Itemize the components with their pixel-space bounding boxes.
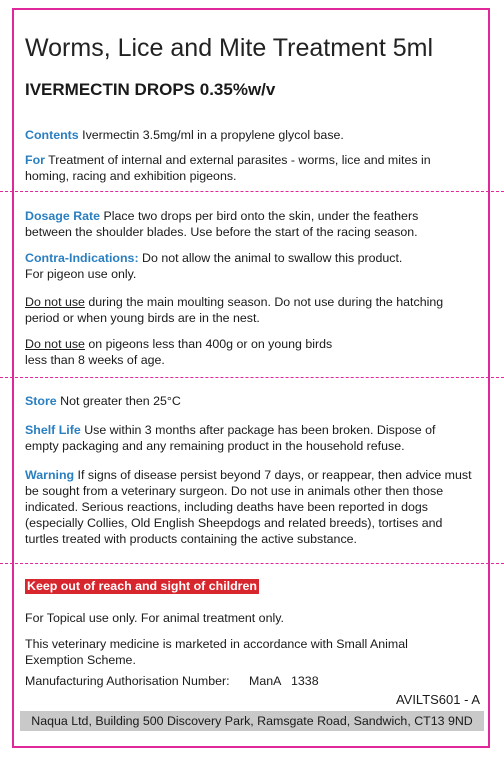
shelf-life-text: Use within 3 months after package has been broken. Dispose of empty packaging and any remaining product in the household refuse. <box>25 423 436 453</box>
dosage-text: Place two drops per bird onto the skin, under the feathers between the shoulder blades. Use before the start of the racing season. <box>25 209 419 239</box>
exemption-paragraph: This veterinary medicine is marketed in accordance with Small Animal Exemption Scheme. <box>25 637 408 667</box>
product-subtitle: IVERMECTIN DROPS 0.35%w/v <box>25 80 276 99</box>
cut-line-3 <box>0 563 504 564</box>
warning-text: If signs of disease persist beyond 7 days, or reappear, then advice must be sought from a veterinary surgeon. Do not use in animals other then those indicated. Serious reactions, including deaths have been reported in dogs (especially Collies, Old English Sheepdogs and related breeds), tortises and turtles treated with products containing the active substance. <box>25 468 472 546</box>
contents-text: Ivermectin 3.5mg/ml in a propylene glycol base. <box>78 128 344 142</box>
store-label: Store <box>25 394 57 408</box>
store-text: Not greater then 25°C <box>56 394 181 408</box>
shelf-life-paragraph <box>25 422 455 454</box>
donotuse-text-1: during the main moulting season. Do not use during the hatching period or when young birds are in the nest. <box>25 295 444 325</box>
reference-code: AVILTS601 - A <box>395 692 480 707</box>
donotuse-paragraph-1 <box>25 294 480 326</box>
cut-line-1 <box>0 191 504 192</box>
topical-use-line: For Topical use only. For animal treatment only. <box>25 611 284 625</box>
contra-text-2: For pigeon use only. <box>25 267 137 281</box>
dosage-label: Dosage Rate <box>25 209 101 223</box>
for-paragraph <box>25 152 445 184</box>
donotuse-text-2: on pigeons less than 400g or on young birds less than 8 weeks of age. <box>25 337 333 367</box>
shelf-life-label: Shelf Life <box>25 423 81 437</box>
keep-out-of-reach-banner: Keep out of reach and sight of children <box>27 579 257 593</box>
warning-paragraph <box>25 467 473 547</box>
manufacturing-number: ManA 1338 <box>249 674 319 688</box>
store-line <box>25 393 480 409</box>
product-title: Worms, Lice and Mite Treatment 5ml <box>25 34 434 62</box>
company-address-footer: Naqua Ltd, Building 500 Discovery Park, Ramsgate Road, Sandwich, CT13 9ND <box>20 711 484 731</box>
for-label: For <box>25 153 45 167</box>
manufacturing-line <box>25 673 480 689</box>
contra-label: Contra-Indications: <box>25 251 139 265</box>
contra-text: Do not allow the animal to swallow this product. <box>138 251 403 265</box>
for-text: Treatment of internal and external parasites - worms, lice and mites in homing, racing and exhibition pigeons. <box>25 153 431 183</box>
warning-label: Warning <box>25 468 75 482</box>
dosage-paragraph <box>25 208 445 240</box>
donotuse-paragraph-2 <box>25 336 355 368</box>
contra-paragraph <box>25 250 480 282</box>
contents-label: Contents <box>25 128 79 142</box>
manufacturing-label: Manufacturing Authorisation Number: <box>25 674 230 688</box>
donotuse-label-2: Do not use <box>25 337 85 351</box>
contents-line <box>25 127 480 143</box>
donotuse-label-1: Do not use <box>25 295 85 309</box>
cut-line-2 <box>0 377 504 378</box>
